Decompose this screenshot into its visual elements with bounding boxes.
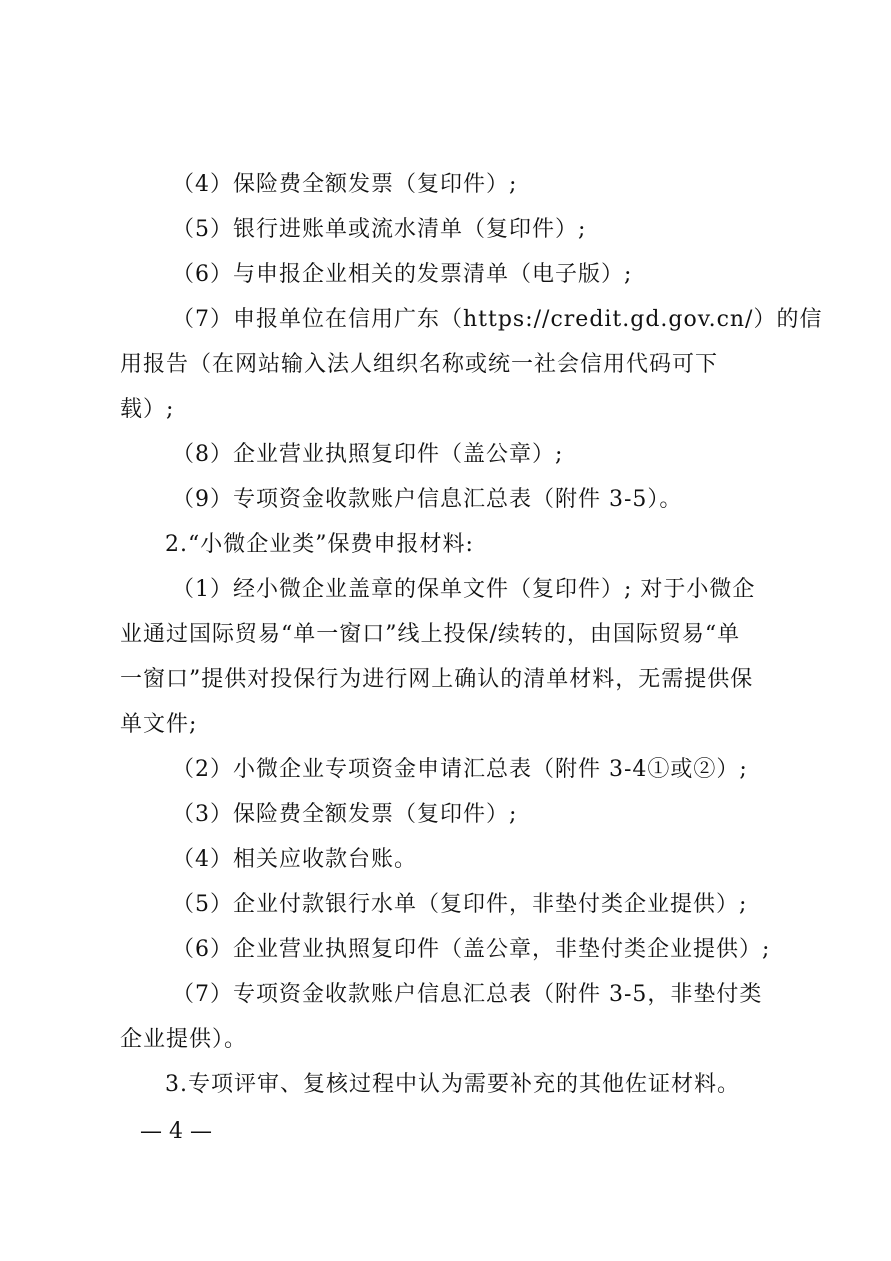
list-item: （8）企业营业执照复印件（盖公章）; xyxy=(172,442,564,467)
list-item: （6）企业营业执照复印件（盖公章，非垫付类企业提供）; xyxy=(172,937,771,962)
list-item: （2）小微企业专项资金申请汇总表（附件 3-4①或②）; xyxy=(172,757,748,782)
list-item-continuation: 一窗口”提供对投保行为进行网上确认的清单材料，无需提供保 xyxy=(120,667,754,692)
list-item-continuation: 单文件; xyxy=(120,712,198,737)
list-item: （4）相关应收款台账。 xyxy=(172,847,417,872)
section-heading: 2.“小微企业类”保费申报材料: xyxy=(165,532,474,557)
list-item: （6）与申报企业相关的发票清单（电子版）; xyxy=(172,262,633,287)
list-item: （1）经小微企业盖章的保单文件（复印件）; 对于小微企 xyxy=(172,577,756,602)
list-item-continuation: 企业提供）。 xyxy=(120,1027,248,1052)
list-item: （7）专项资金收款账户信息汇总表（附件 3-5，非垫付类 xyxy=(172,982,763,1007)
list-item-continuation: 用报告（在网站输入法人组织名称或统一社会信用代码可下 xyxy=(120,352,719,377)
list-item: （4）保险费全额发票（复印件）; xyxy=(172,172,518,197)
list-item: （5）银行进账单或流水清单（复印件）; xyxy=(172,217,587,242)
document-body xyxy=(120,162,823,1107)
list-item: （7）申报单位在信用广东（https://credit.gd.gov.cn/）的信 xyxy=(172,307,823,332)
section-heading: 3.专项评审、复核过程中认为需要补充的其他佐证材料。 xyxy=(165,1072,740,1097)
page-number: — 4 — xyxy=(140,1119,212,1144)
list-item-continuation: 业通过国际贸易“单一窗口”线上投保/续转的，由国际贸易“单 xyxy=(120,622,741,647)
list-item-continuation: 载）; xyxy=(120,397,175,422)
list-item: （9）专项资金收款账户信息汇总表（附件 3-5）。 xyxy=(172,487,683,512)
list-item: （3）保险费全额发票（复印件）; xyxy=(172,802,518,827)
list-item: （5）企业付款银行水单（复印件，非垫付类企业提供）; xyxy=(172,892,748,917)
